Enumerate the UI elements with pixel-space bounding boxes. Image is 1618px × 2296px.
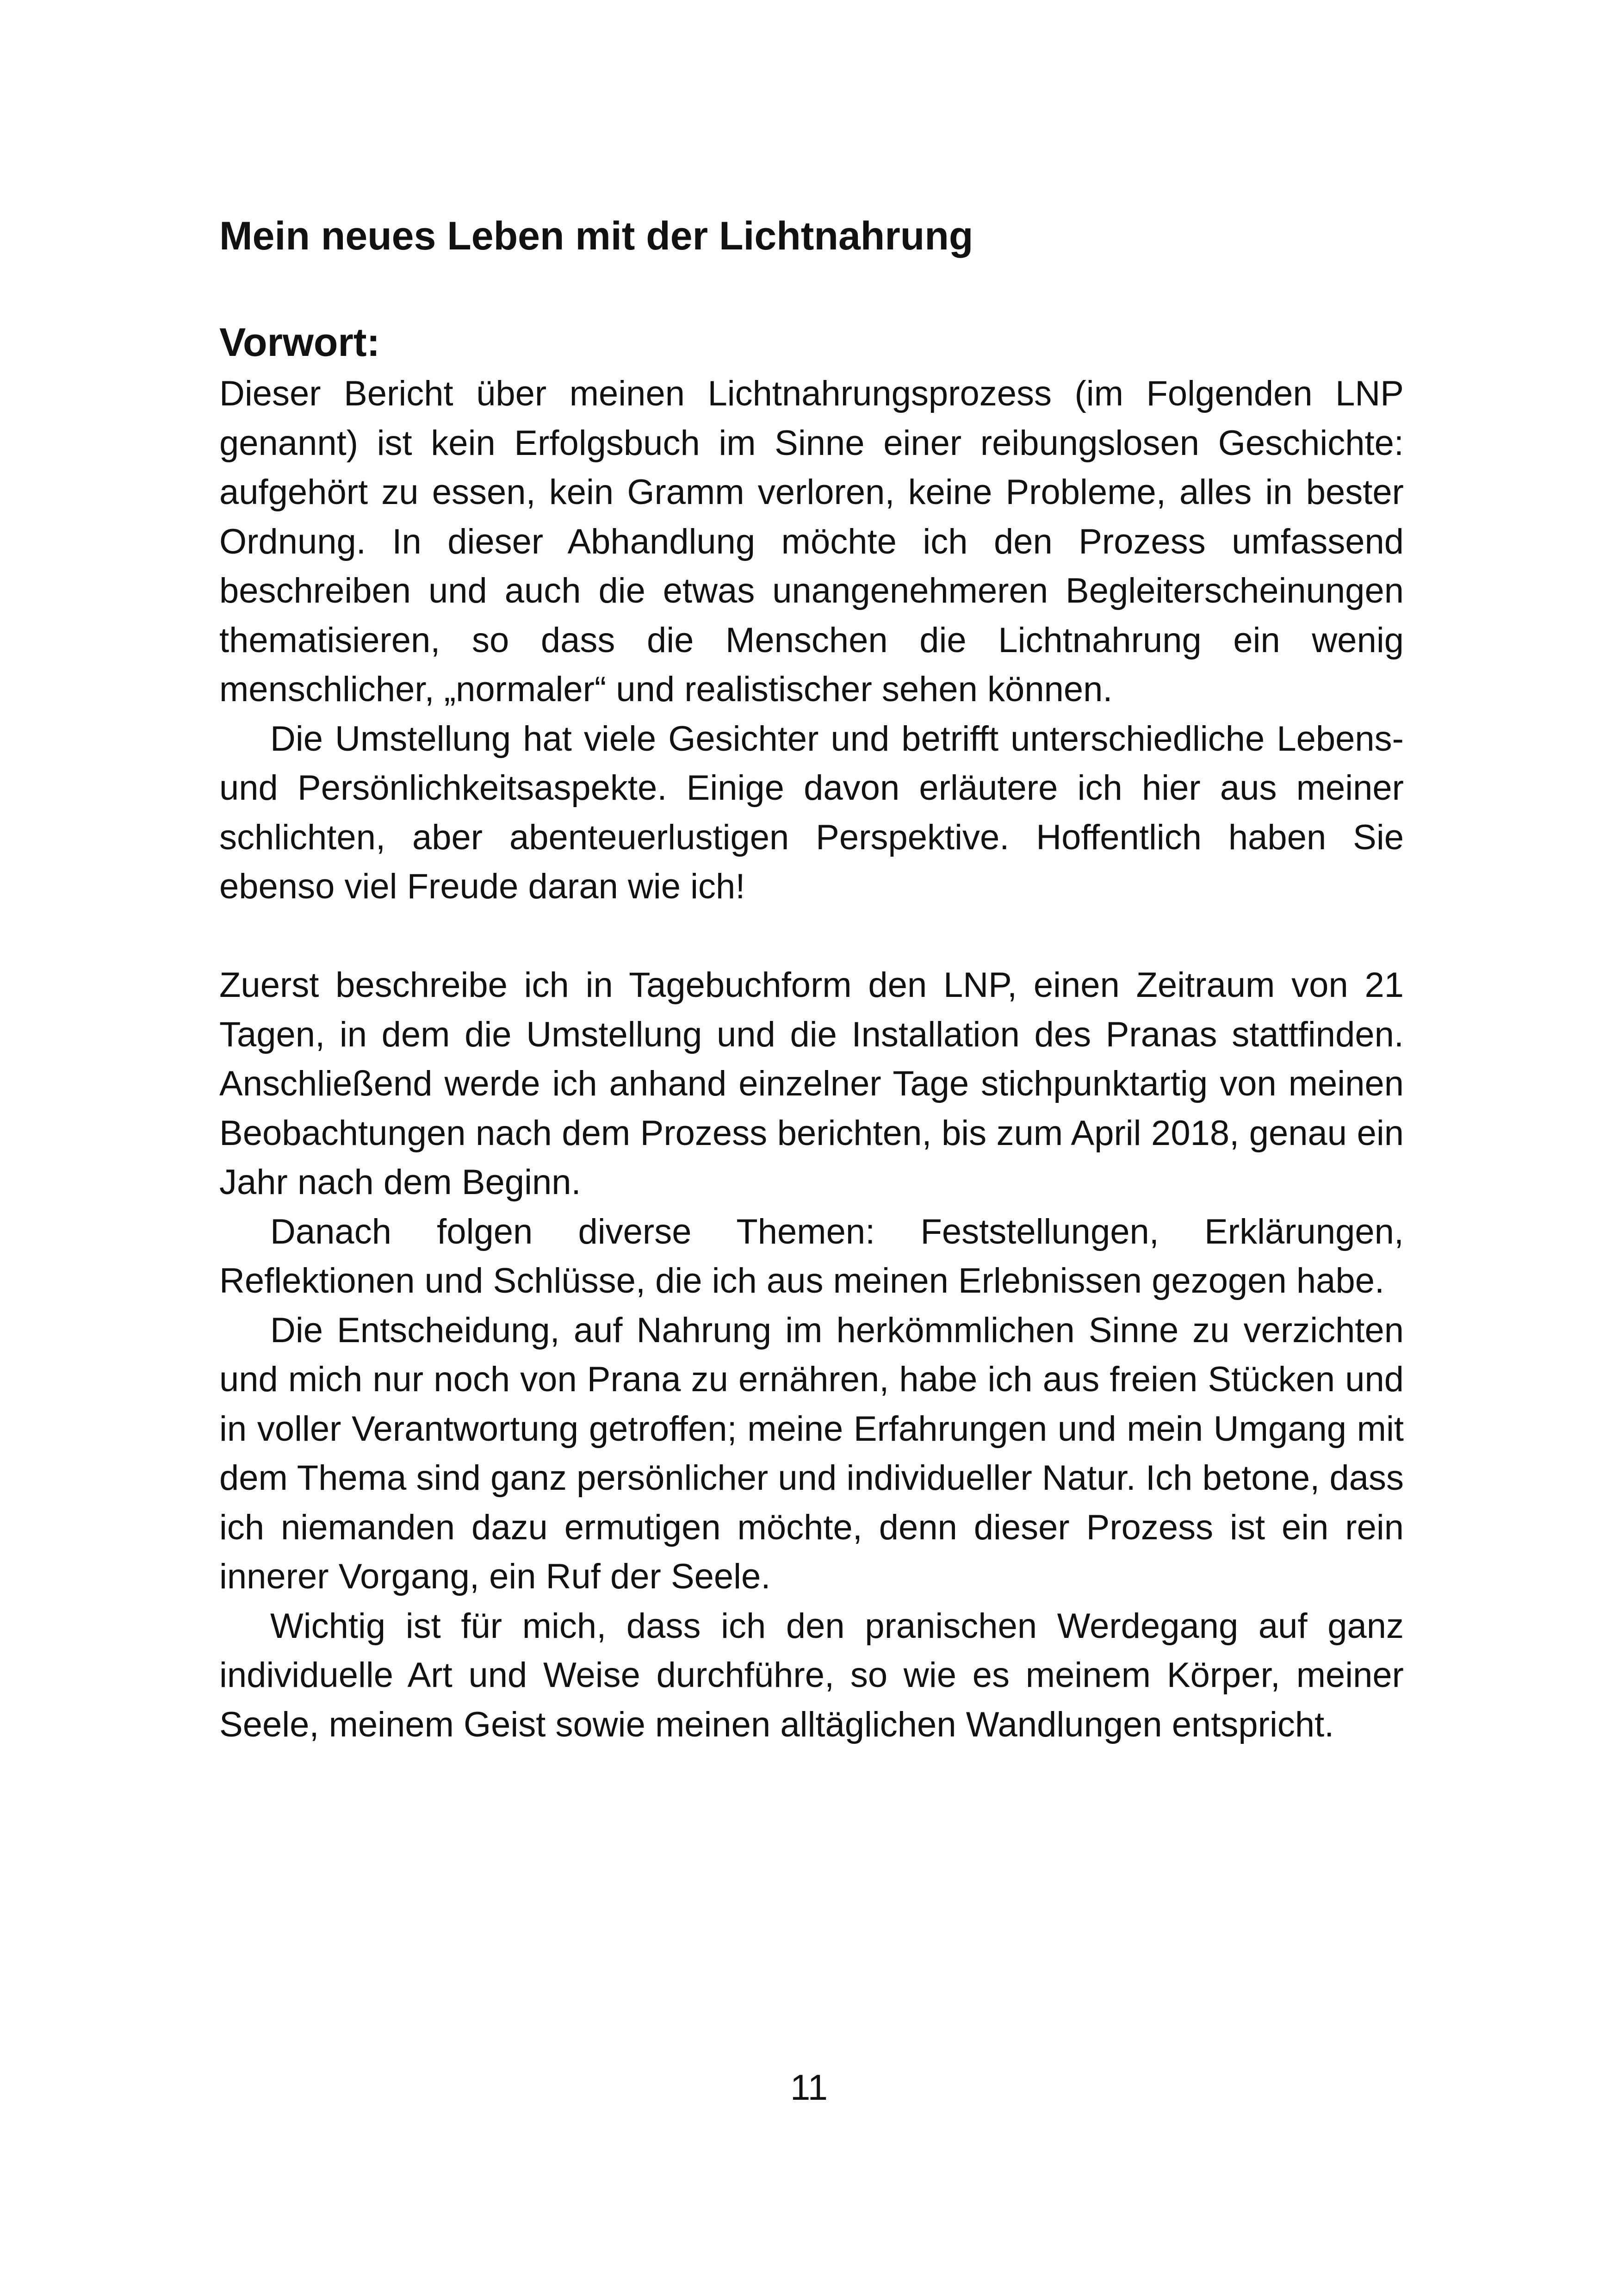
page-number: 11: [790, 2067, 828, 2108]
paragraph: Die Entscheidung, auf Nahrung im herkömmlichen Sinne zu verzichten und mich nur noch von Prana zu ernähren, habe ich aus freien Stücken und in voller Verantwortung getroffen; meine Erfahrungen und mein Umgang mit dem Thema sind ganz persönlicher und individueller Natur. Ich betone, dass ich niemanden dazu ermutigen möchte, denn dieser Prozess ist ein rein innerer Vorgang, ein Ruf der Seele.: [219, 1310, 1404, 1596]
paragraph: Dieser Bericht über meinen Lichtnahrungsprozess (im Folgenden LNP genannt) ist kein Erfolgsbuch im Sinne einer reibungslosen Geschichte: aufgehört zu essen, kein Gramm verloren, keine Probleme, alles in bester Ordnung. In dieser Abhandlung möchte ich den Prozess umfassend beschreiben und auch die etwas unangenehmeren Begleiterscheinungen thematisieren, so dass die Menschen die Lichtnahrung ein wenig menschlicher, „normaler“ und realistischer sehen können.: [219, 374, 1404, 709]
paragraph: Die Umstellung hat viele Gesichter und betrifft unterschiedliche Lebens- und Persönlichkeitsaspekte. Einige davon erläutere ich hier aus meiner schlichten, aber abenteuerlustigen Perspektive. Hoffentlich haben Sie ebenso viel Freude daran wie ich!: [219, 719, 1404, 906]
paragraph: Wichtig ist für mich, dass ich den pranischen Werdegang auf ganz individuelle Art und Weise durchführe, so wie es meinem Körper, meiner Seele, meinem Geist sowie meinen alltäglichen Wandlungen entspricht.: [219, 1606, 1404, 1744]
body-text: [219, 369, 1404, 1749]
paragraph: Danach folgen diverse Themen: Feststellungen, Erklärungen, Reflektionen und Schlüsse, die ich aus meinen Erlebnissen gezogen habe.: [219, 1212, 1404, 1300]
section-heading: Vorwort:: [219, 320, 380, 365]
chapter-title: Mein neues Leben mit der Lichtnahrung: [219, 214, 973, 258]
paragraph: Zuerst beschreibe ich in Tagebuchform den LNP, einen Zeitraum von 21 Tagen, in dem die Umstellung und die Installation des Pranas stattfinden. Anschließend werde ich anhand einzelner Tage stichpunktartig von meinen Beobachtungen nach dem Prozess berichten, bis zum April 2018, genau ein Jahr nach dem Beginn.: [219, 965, 1404, 1202]
